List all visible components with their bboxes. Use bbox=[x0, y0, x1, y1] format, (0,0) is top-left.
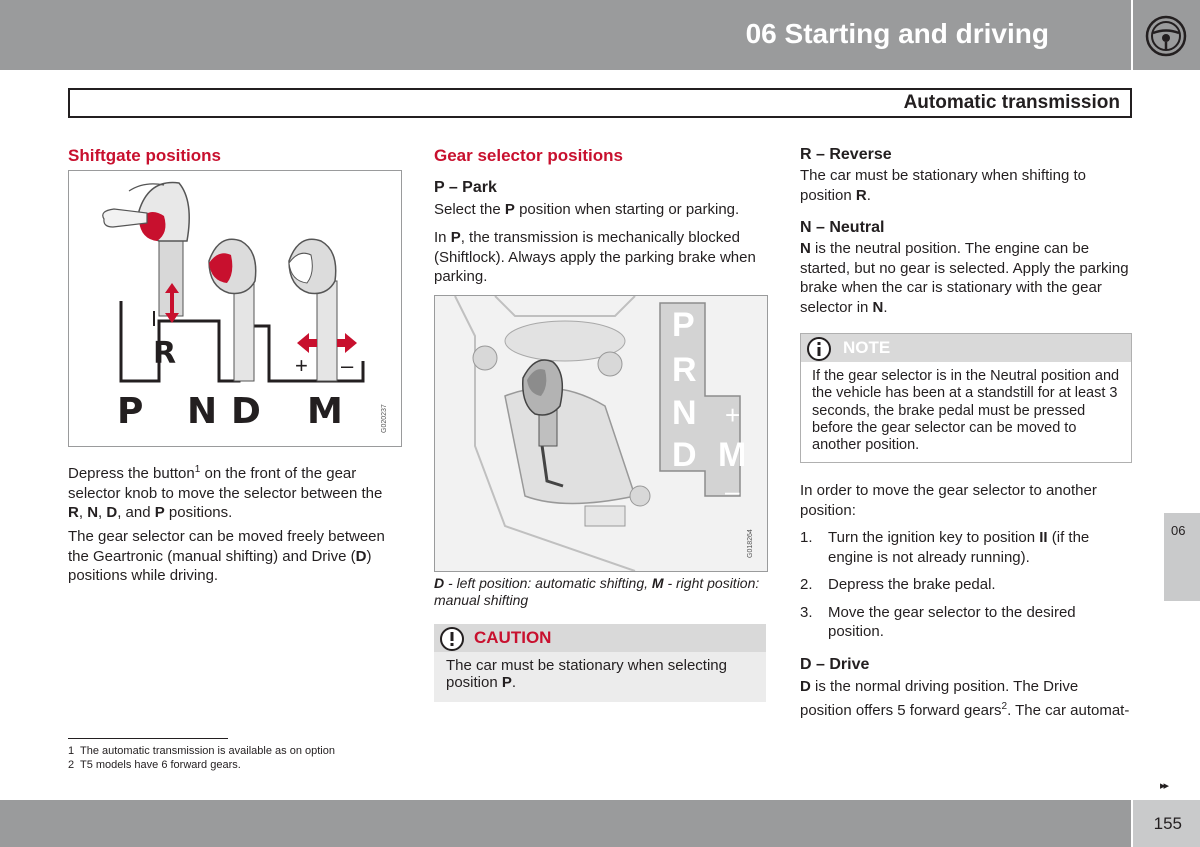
note-title: NOTE bbox=[843, 338, 891, 357]
reverse-heading: R – Reverse bbox=[800, 146, 892, 163]
caution-text: The car must be stationary when selecting position P. bbox=[446, 657, 727, 691]
gear-figure-code: G018264 bbox=[747, 529, 754, 558]
move-intro: In order to move the gear selector to another position: bbox=[800, 482, 1097, 519]
park-heading: P – Park bbox=[434, 179, 497, 196]
shiftgate-paragraph-2: The gear selector can be moved freely between the Geartronic (manual shifting) and Drive (D) positions while driving. bbox=[68, 528, 385, 584]
shiftgate-heading: Shiftgate positions bbox=[68, 146, 221, 165]
list-item: 3. Move the gear selector to the desired position. bbox=[800, 603, 1076, 640]
footnote-rule bbox=[68, 738, 228, 739]
shiftgate-letter-d: D bbox=[231, 391, 261, 432]
list-item: 1. Turn the ignition key to position II (if the engine is not already running). bbox=[800, 529, 1090, 566]
gear-selector-figure bbox=[434, 295, 768, 572]
page-number-tab bbox=[1133, 800, 1200, 847]
gate-letter-m: M bbox=[718, 436, 747, 474]
shiftgate-minus-label: – bbox=[341, 353, 354, 378]
list-item: 2. Depress the brake pedal. bbox=[800, 576, 996, 593]
gate-letter-n: N bbox=[672, 394, 697, 432]
park-paragraph-2: In P, the transmission is mechanically blocked (Shiftlock). Always apply the parking brake when parking. bbox=[434, 229, 756, 285]
gate-minus-label: – bbox=[725, 476, 740, 506]
next-page-indicator: ▸▸ bbox=[1160, 780, 1168, 792]
page-number: 155 bbox=[1153, 814, 1182, 833]
shiftgate-letter-n: N bbox=[187, 391, 218, 432]
note-header bbox=[801, 334, 1131, 362]
gate-letter-r: R bbox=[672, 351, 697, 389]
chapter-title: 06 Starting and driving bbox=[745, 18, 1049, 49]
caution-title: CAUTION bbox=[474, 628, 552, 647]
steering-wheel-icon bbox=[1133, 0, 1200, 70]
section-header-box bbox=[68, 88, 1132, 118]
gate-letter-p: P bbox=[672, 306, 695, 344]
neutral-heading: N – Neutral bbox=[800, 219, 885, 236]
shiftgate-paragraph-1: Depress the button$^1$ on the front of the gear selector knob to move the selector between the R, N, D, and P positions. bbox=[68, 464, 383, 521]
shiftgate-plus-label: + bbox=[295, 353, 308, 378]
park-paragraph-1: Select the P position when starting or parking. bbox=[434, 201, 740, 218]
shiftgate-letter-m: M bbox=[307, 391, 343, 432]
caution-box bbox=[434, 624, 766, 702]
note-box bbox=[800, 333, 1132, 463]
header-band bbox=[0, 0, 1131, 70]
shiftgate-figure-code: G020237 bbox=[381, 404, 388, 433]
caution-header bbox=[434, 624, 766, 652]
chapter-icon-tab bbox=[1133, 0, 1200, 70]
gear-selector-illustration bbox=[435, 296, 767, 571]
neutral-paragraph: N is the neutral position. The engine can be started, but no gear is selected. Apply the parking brake when the car is stationary with the gear selector in N. bbox=[800, 240, 1129, 316]
shiftgate-figure bbox=[68, 170, 402, 447]
shiftgate-r-label: R bbox=[153, 336, 177, 371]
steps-list bbox=[800, 528, 1132, 642]
footnote-1: 1 The automatic transmission is available as on option bbox=[68, 745, 335, 757]
gate-plus-label: + bbox=[725, 400, 741, 430]
chapter-side-tab-label: 06 bbox=[1171, 523, 1186, 538]
section-title: Automatic transmission bbox=[903, 92, 1120, 113]
note-text: If the gear selector is in the Neutral position and the vehicle has been at a standstill for at least 3 seconds, the brake pedal must be pressed before the gear selector can be moved to another position. bbox=[812, 368, 1120, 454]
footer-band bbox=[0, 800, 1131, 847]
drive-heading: D – Drive bbox=[800, 656, 870, 673]
reverse-paragraph: The car must be stationary when shifting to position R. bbox=[800, 167, 1086, 204]
gear-selector-heading: Gear selector positions bbox=[434, 146, 623, 165]
note-body bbox=[801, 362, 1131, 454]
gate-letter-d: D bbox=[672, 436, 697, 474]
gear-figure-caption: D - left position: automatic shifting, M - right position: manual shifting bbox=[434, 575, 760, 608]
exclamation-icon bbox=[440, 627, 464, 651]
footnote-2: 2 T5 models have 6 forward gears. bbox=[68, 759, 241, 771]
drive-paragraph: D is the normal driving position. The Drive position offers 5 forward gears$^2$. The car automat- bbox=[800, 678, 1130, 719]
shiftgate-letter-p: P bbox=[117, 391, 144, 432]
chapter-side-tab bbox=[1164, 513, 1200, 601]
caution-body bbox=[434, 652, 766, 702]
info-icon bbox=[807, 337, 831, 361]
